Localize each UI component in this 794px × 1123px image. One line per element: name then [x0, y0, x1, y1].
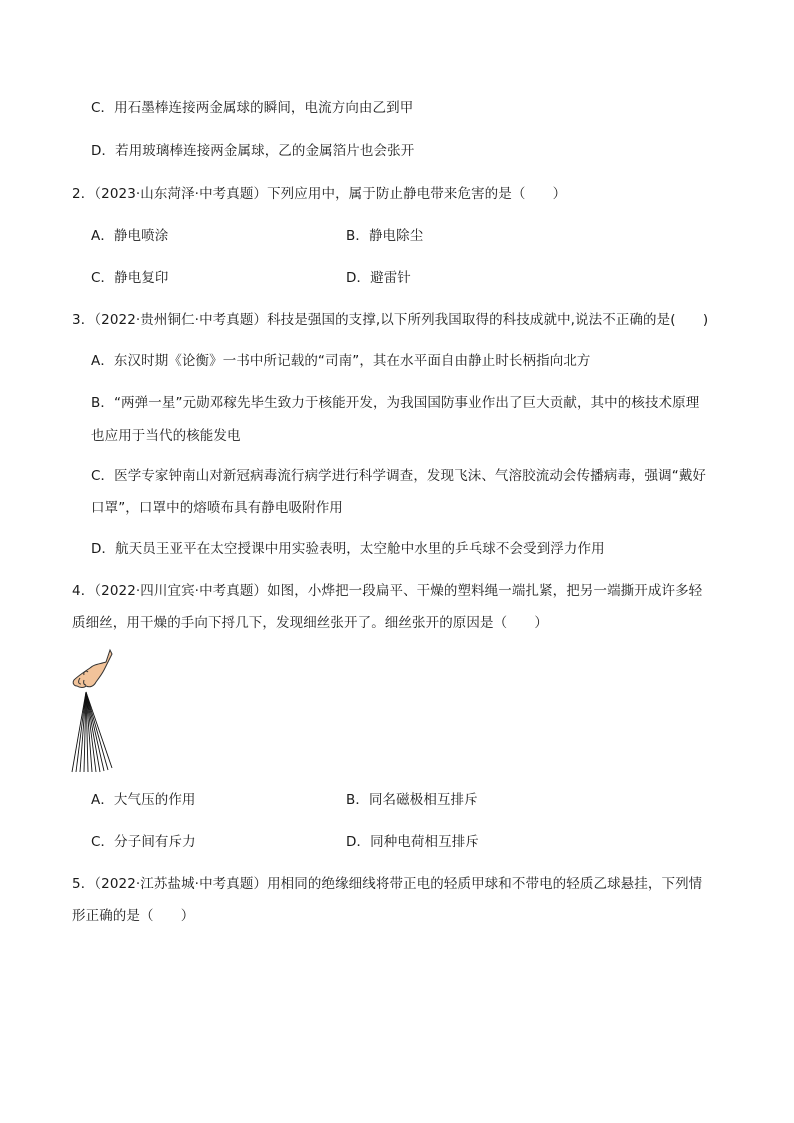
q2-option-b: B．静电除尘 [346, 228, 424, 244]
q1-option-d: D．若用玻璃棒连接两金属球，乙的金属箔片也会张开 [91, 143, 415, 159]
q3-option-b-line2: 也应用于当代的核能发电 [91, 428, 241, 444]
q4-option-d: D．同种电荷相互排斥 [346, 834, 479, 850]
q4-option-a: A．大气压的作用 [91, 792, 196, 808]
q3-option-c-line1: C．医学专家钟南山对新冠病毒流行病学进行科学调查，发现飞沫、气溶胶流动会传播病毒，强调“戴好 [91, 468, 707, 484]
q3-option-d: D．航天员王亚平在太空授课中用实验表明，太空舱中水里的乒乓球不会受到浮力作用 [91, 541, 605, 557]
q3-stem: 3．（2022·贵州铜仁·中考真题）科技是强国的支撑,以下所列我国取得的科技成就中,说法不正确的是( ) [72, 312, 709, 328]
q4-stem-line1: 4．（2022·四川宜宾·中考真题）如图，小烨把一段扁平、干燥的塑料绳一端扎紧，把另一端撕开成许多轻 [72, 583, 703, 599]
q3-option-b-line1: B．“两弹一星”元勋邓稼先毕生致力于核能开发，为我国国防事业作出了巨大贡献，其中的核技术原理 [91, 395, 700, 411]
q1-option-c: C．用石墨棒连接两金属球的瞬间，电流方向由乙到甲 [91, 100, 414, 116]
q3-option-c-line2: 口罩”，口罩中的熔喷布具有静电吸附作用 [91, 500, 343, 516]
plastic-strands [72, 692, 112, 772]
q2-option-a: A．静电喷涂 [91, 228, 169, 244]
q2-stem: 2．（2023·山东菏泽·中考真题）下列应用中，属于防止静电带来危害的是（ ） [72, 186, 567, 202]
q5-stem-line1: 5．（2022·江苏盐城·中考真题）用相同的绝缘细线将带正电的轻质甲球和不带电的轻质乙球悬挂，下列情 [72, 876, 703, 892]
hand-icon [73, 650, 112, 688]
q4-option-c: C．分子间有斥力 [91, 834, 196, 850]
q2-option-d: D．避雷针 [346, 270, 411, 286]
q2-option-c: C．静电复印 [91, 270, 169, 286]
q3-option-a: A．东汉时期《论衡》一书中所记载的“司南”，其在水平面自由静止时长柄指向北方 [91, 353, 591, 369]
q4-stem-line2: 质细丝，用干燥的手向下捋几下，发现细丝张开了。细丝张开的原因是（ ） [72, 615, 548, 631]
hand-with-plastic-strands-figure [66, 648, 116, 774]
q5-stem-line2: 形正确的是（ ） [72, 908, 195, 924]
q4-option-b: B．同名磁极相互排斥 [346, 792, 478, 808]
